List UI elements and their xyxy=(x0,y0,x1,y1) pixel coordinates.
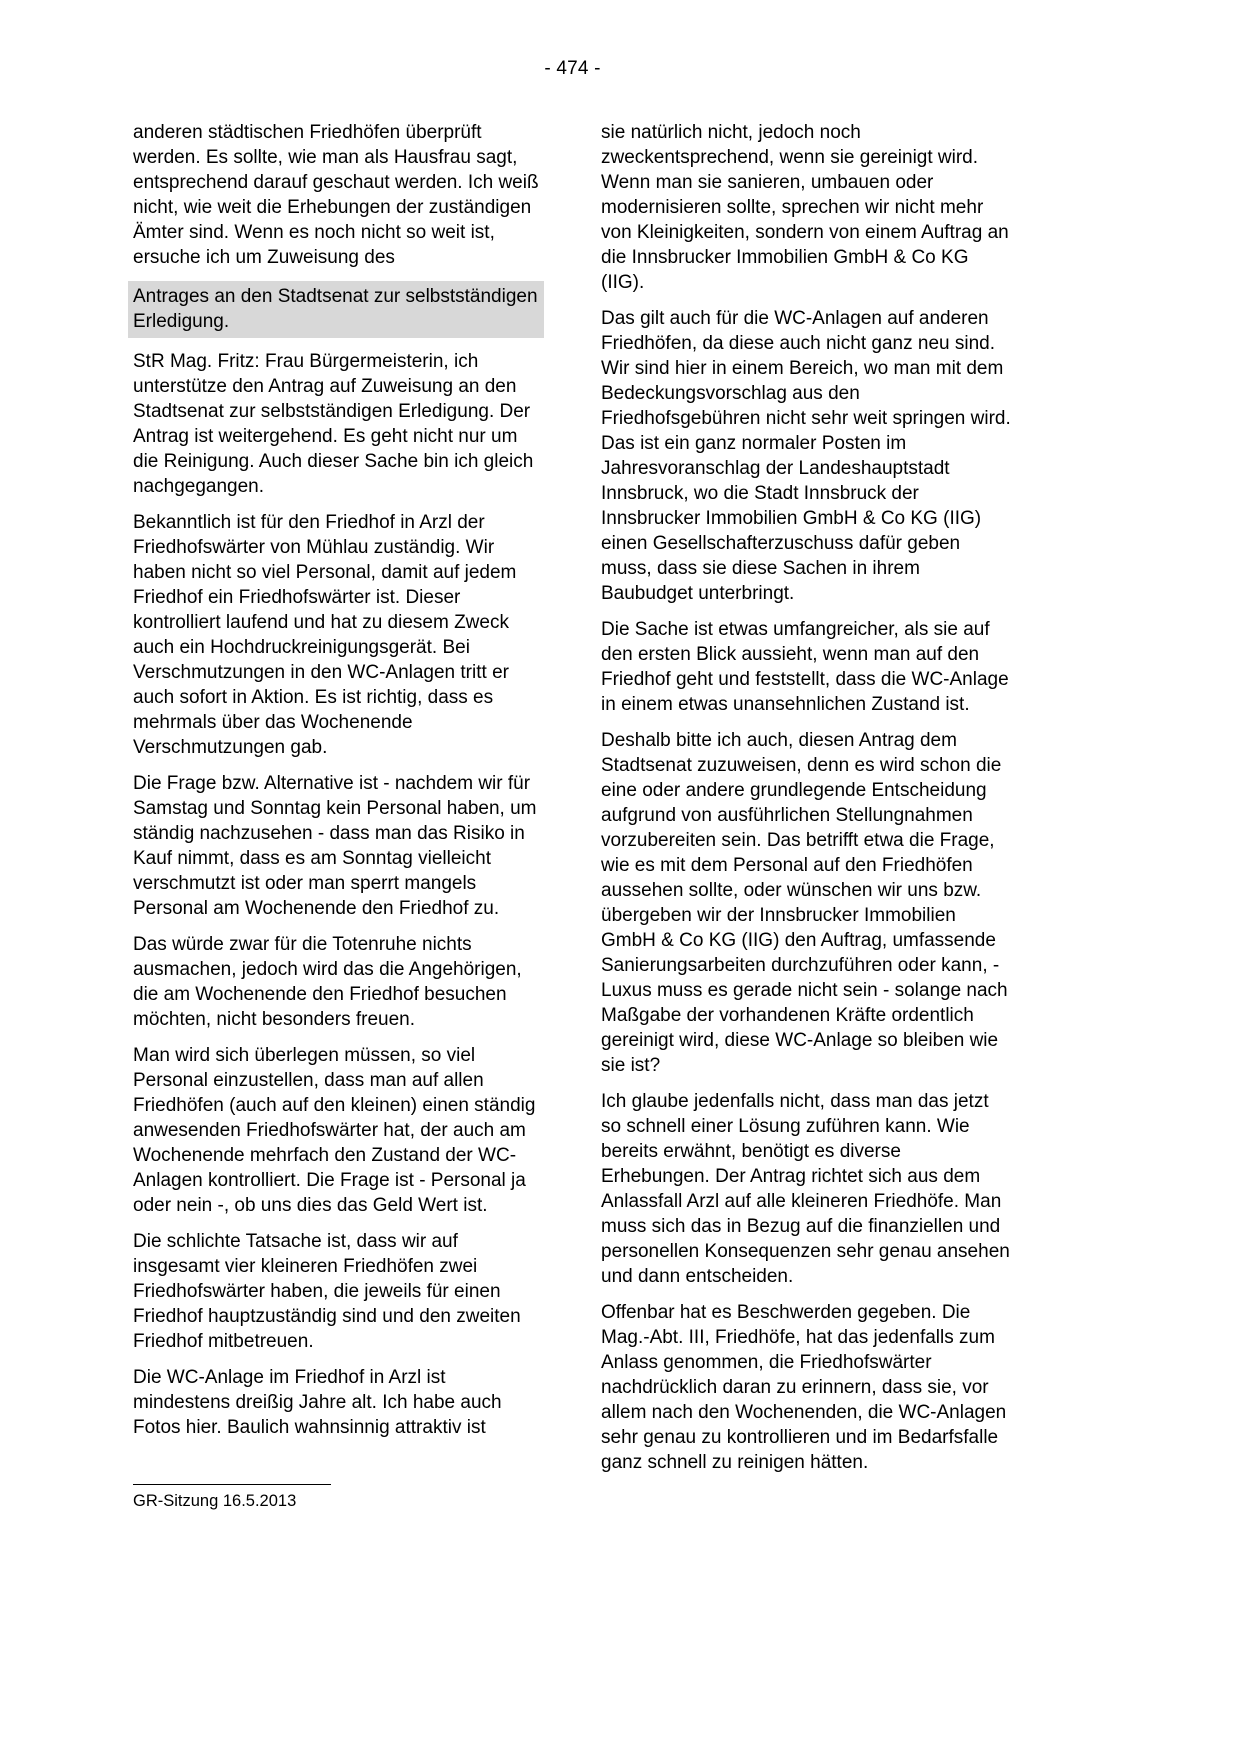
page-footer xyxy=(133,1484,331,1511)
paragraph: Man wird sich überlegen müssen, so viel Personal einzustellen, dass man auf allen Friedhöfen (auch auf den kleinen) einen ständig anwesenden Friedhofswärter hat, der auch am Wochenende mehrfach den Zustand der WC-Anlagen kontrolliert. Die Frage ist - Personal ja oder nein -, ob uns dies das Geld Wert ist. xyxy=(133,1045,536,1216)
footer-text: GR-Sitzung 16.5.2013 xyxy=(133,1492,297,1510)
paragraph: Bekanntlich ist für den Friedhof in Arzl der Friedhofswärter von Mühlau zuständig. Wir haben nicht so viel Personal, damit auf jedem Friedhof ein Friedhofswärter ist. Dieser kontrolliert laufend und hat zu diesem Zweck auch ein Hochdruckreinigungsgerät. Bei Verschmutzungen in den WC-Anlagen tritt er auch sofort in Aktion. Es ist richtig, dass es mehrmals über das Wochenende Verschmutzungen gab. xyxy=(133,512,517,758)
highlighted-paragraph: Antrages an den Stadtsenat zur selbstständigen Erledigung. xyxy=(128,281,544,338)
footer-divider xyxy=(133,1484,331,1485)
paragraph: Ich glaube jedenfalls nicht, dass man das jetzt so schnell einer Lösung zuführen kann. Wie bereits erwähnt, benötigt es diverse Erhebungen. Der Antrag richtet sich aus dem Anlassfall Arzl auf alle kleineren Friedhöfe. Man muss sich das in Bezug auf die finanziellen und personellen Konsequenzen sehr genau ansehen und dann entscheiden. xyxy=(601,1091,1010,1287)
left-column xyxy=(133,120,544,1486)
paragraph: Die WC-Anlage im Friedhof in Arzl ist mindestens dreißig Jahre alt. Ich habe auch Fotos hier. Baulich wahnsinnig attraktiv ist xyxy=(133,1367,502,1438)
paragraph: Die schlichte Tatsache ist, dass wir auf insgesamt vier kleineren Friedhöfen zwei Friedhofswärter haben, die jeweils für einen Friedhof hauptzuständig sind und den zweiten Friedhof mitbetreuen. xyxy=(133,1231,521,1352)
text-columns xyxy=(133,120,1012,1486)
paragraph: StR Mag. Fritz: Frau Bürgermeisterin, ich unterstütze den Antrag auf Zuweisung an den Stadtsenat zur selbstständigen Erledigung. Der Antrag ist weitergehend. Es geht nicht nur um die Reinigung. Auch dieser Sache bin ich gleich nachgegangen. xyxy=(133,351,534,497)
paragraph: Offenbar hat es Beschwerden gegeben. Die Mag.-Abt. III, Friedhöfe, hat das jedenfalls zum Anlass genommen, die Friedhofswärter nachdrücklich daran zu erinnern, dass sie, vor allem nach den Wochenenden, die WC-Anlagen sehr genau zu kontrollieren und im Bedarfsfalle ganz schnell zu reinigen hätten. xyxy=(601,1302,1007,1473)
paragraph: Die Sache ist etwas umfangreicher, als sie auf den ersten Blick aussieht, wenn man auf den Friedhof geht und feststellt, dass die WC-Anlage in einem etwas unansehnlichen Zustand ist. xyxy=(601,619,1009,715)
paragraph: Das gilt auch für die WC-Anlagen auf anderen Friedhöfen, da diese auch nicht ganz neu sind. Wir sind hier in einem Bereich, wo man mit dem Bedeckungsvorschlag aus den Friedhofsgebühren nicht sehr weit springen wird. Das ist ein ganz normaler Posten im Jahresvoranschlag der Landeshauptstadt Innsbruck, wo die Stadt Innsbruck der Innsbrucker Immobilien GmbH & Co KG (IIG) einen Gesellschafterzuschuss dafür geben muss, dass sie diese Sachen in ihrem Baubudget unterbringt. xyxy=(601,308,1011,604)
paragraph: anderen städtischen Friedhöfen überprüft werden. Es sollte, wie man als Hausfrau sagt, entsprechend darauf geschaut werden. Ich weiß nicht, wie weit die Erhebungen der zuständigen Ämter sind. Wenn es noch nicht so weit ist, ersuche ich um Zuweisung des xyxy=(133,122,539,268)
right-column xyxy=(601,120,1012,1486)
paragraph: sie natürlich nicht, jedoch noch zweckentsprechend, wenn sie gereinigt wird. Wenn man sie sanieren, umbauen oder modernisieren sollte, sprechen wir nicht mehr von Kleinigkeiten, sondern von einem Auftrag an die Innsbrucker Immobilien GmbH & Co KG (IIG). xyxy=(601,122,1009,293)
page-number: - 474 - xyxy=(544,58,601,79)
paragraph: Deshalb bitte ich auch, diesen Antrag dem Stadtsenat zuzuweisen, denn es wird schon die eine oder andere grundlegende Entscheidung aufgrund von ausführlichen Stellungnahmen vorzubereiten sein. Das betrifft etwa die Frage, wie es mit dem Personal auf den Friedhöfen aussehen sollte, oder wünschen wir uns bzw. übergeben wir der Innsbrucker Immobilien GmbH & Co KG (IIG) den Auftrag, umfassende Sanierungsarbeiten durchzuführen oder kann, - Luxus muss es gerade nicht sein - solange nach Maßgabe der vorhandenen Kräfte ordentlich gereinigt wird, diese WC-Anlage so bleiben wie sie ist? xyxy=(601,730,1008,1076)
paragraph: Das würde zwar für die Totenruhe nichts ausmachen, jedoch wird das die Angehörigen, die am Wochenende den Friedhof besuchen möchten, nicht besonders freuen. xyxy=(133,934,522,1030)
paragraph: Die Frage bzw. Alternative ist - nachdem wir für Samstag und Sonntag kein Personal haben, um ständig nachzusehen - dass man das Risiko in Kauf nimmt, dass es am Sonntag vielleicht verschmutzt ist oder man sperrt mangels Personal am Wochenende den Friedhof zu. xyxy=(133,773,537,919)
